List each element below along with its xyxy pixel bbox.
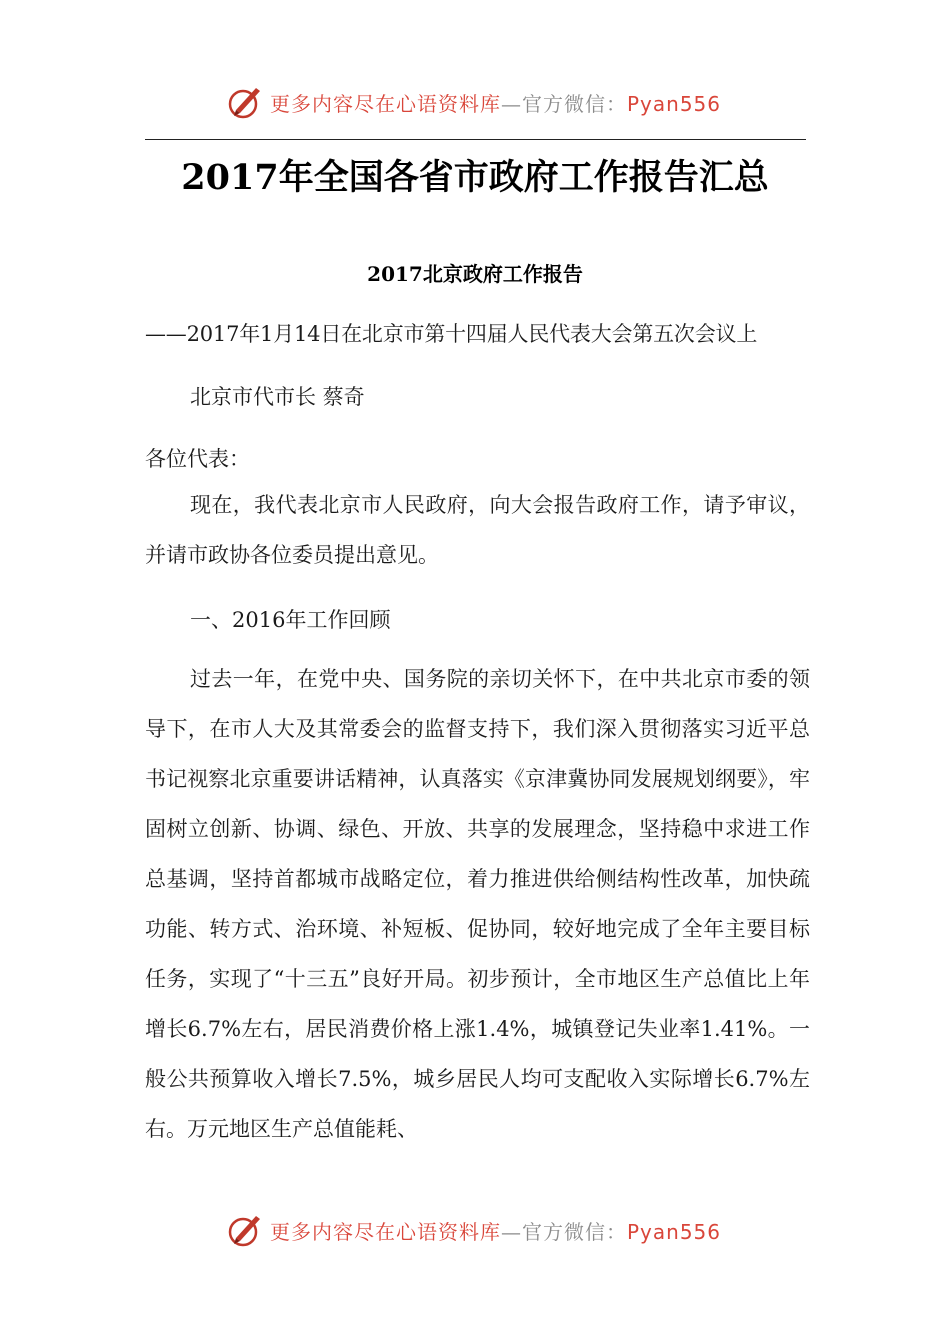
pen-circle-logo-icon <box>226 82 266 122</box>
salutation: 各位代表： <box>145 447 250 471</box>
report-occasion: ——2017年1月14日在北京市第十四届人民代表大会第五次会议上 <box>145 322 758 346</box>
pen-circle-logo-icon <box>226 1210 266 1250</box>
watermark-text <box>270 1216 721 1245</box>
watermark-text <box>270 88 721 117</box>
header-divider <box>145 139 806 140</box>
body-paragraph: 过去一年，在党中央、国务院的亲切关怀下，在中共北京市委的领导下，在市人大及其常委会的监督支持下，我们深入贯彻落实习近平总书记视察北京重要讲话精神，认真落实《京津冀协同发展规划纲要》，牢固树立创新、协调、绿色、开放、共享的发展理念，坚持稳中求进工作总基调，坚持首都城市战略定位，着力推进供给侧结构性改革，加快疏功能、转方式、治环境、补短板、促协同，较好地完成了全年主要目标任务，实现了“十三五”良好开局。初步预计，全市地区生产总值比上年增长6.7%左右，居民消费价格上涨1.4%，城镇登记失业率1.41%。一般公共预算收入增长7.5%，城乡居民人均可支配收入实际增长6.7%左右。万元地区生产总值能耗、 <box>145 667 810 1141</box>
footer-watermark <box>0 1210 950 1250</box>
report-speaker: 北京市代市长 蔡奇 <box>190 385 365 409</box>
header-watermark <box>0 82 950 122</box>
watermark-dash: — <box>501 1220 522 1244</box>
watermark-brand: 更多内容尽在心语资料库 <box>270 92 501 116</box>
watermark-brand: 更多内容尽在心语资料库 <box>270 1220 501 1244</box>
section-heading: 一、2016年工作回顾 <box>190 608 391 632</box>
document-title: 2017年全国各省市政府工作报告汇总 <box>181 157 769 198</box>
watermark-wechat-id: Pyan556 <box>627 92 722 116</box>
watermark-label: 官方微信： <box>522 92 627 116</box>
intro-paragraph: 现在，我代表北京市人民政府，向大会报告政府工作，请予审议，并请市政协各位委员提出意见。 <box>145 493 810 567</box>
watermark-label: 官方微信： <box>522 1220 627 1244</box>
watermark-dash: — <box>501 92 522 116</box>
report-title: 2017北京政府工作报告 <box>367 262 583 286</box>
watermark-wechat-id: Pyan556 <box>627 1220 722 1244</box>
